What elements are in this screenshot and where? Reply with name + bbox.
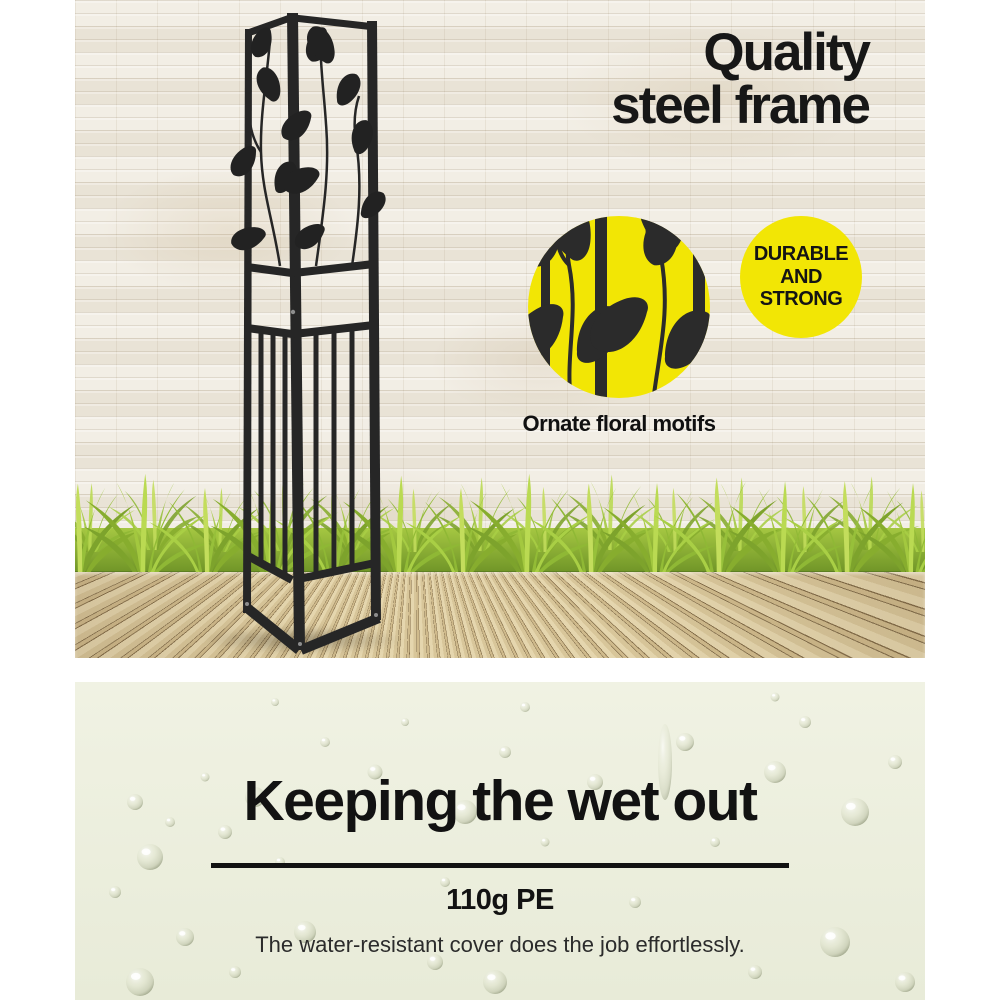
frame-screws — [245, 310, 378, 646]
wet-section-description: The water-resistant cover does the job effortlessly. — [255, 932, 745, 957]
water-resistance-section — [75, 682, 925, 1000]
badge-line: AND — [780, 265, 822, 288]
hero-title-line1: Quality — [703, 23, 869, 82]
detail-caption: Ornate floral motifs — [522, 411, 716, 436]
material-spec: 110g PE — [446, 884, 554, 916]
durable-strong-badge — [740, 216, 862, 338]
badge-line: STRONG — [759, 288, 843, 311]
badge-line: DURABLE — [753, 243, 849, 266]
hero-title-line2: steel frame — [611, 76, 869, 135]
divider-line — [211, 863, 789, 868]
tower-slats — [261, 328, 352, 575]
tower-rails — [246, 18, 379, 650]
hero-title — [611, 23, 869, 135]
floral-motif-detail-circle — [524, 212, 714, 402]
wet-section-heading: Keeping the wet out — [243, 769, 757, 833]
hero-photo-section — [75, 0, 925, 658]
